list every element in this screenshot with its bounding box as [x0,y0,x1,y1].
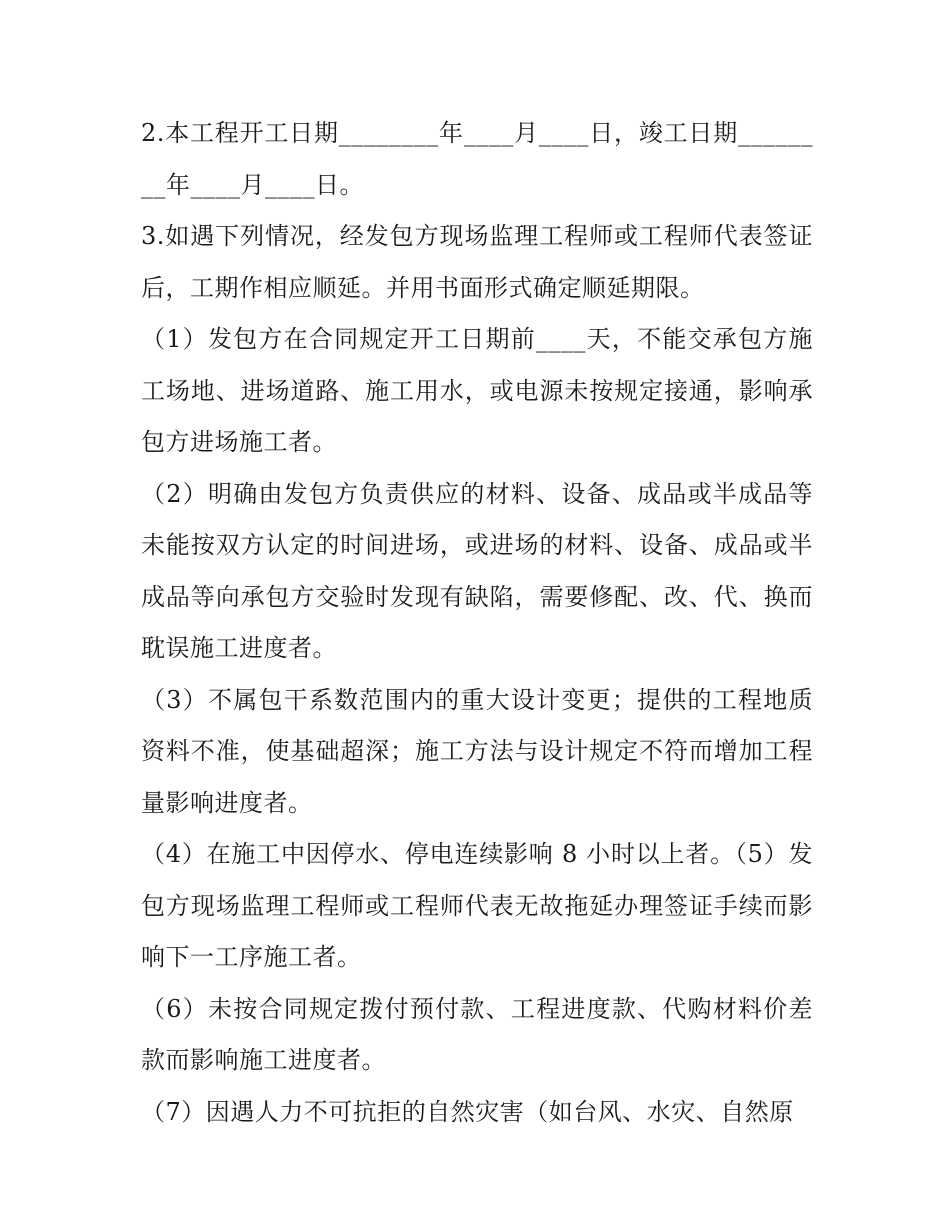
document-body [141,108,813,1138]
paragraph-item-7: （7）因遇人力不可抗拒的自然灾害（如台风、水灾、自然原 [141,1097,794,1126]
paragraph-item-6: （6）未按合同规定拨付预付款、工程进度款、代购材料价差款而影响施工进度者。 [141,994,813,1074]
paragraph-item-3: （3）不属包干系数范围内的重大设计变更；提供的工程地质资料不准，使基础超深；施工方法与设计规定不符而增加工程量影响进度者。 [141,685,813,817]
paragraph-item-4-5: （4）在施工中因停水、停电连续影响 8 小时以上者。（5）发包方现场监理工程师或工程师代表无故拖延办理签证手续而影响下一工序施工者。 [141,840,813,971]
paragraph-construction-dates: 2.本工程开工日期________年____月____日，竣工日期________年____月____日。 [141,119,813,199]
paragraph-item-2: （2）明确由发包方负责供应的材料、设备、成品或半成品等未能按双方认定的时间进场，或进场的材料、设备、成品或半成品等向承包方交验时发现有缺陷，需要修配、改、代、换而耽误施工进度者。 [141,479,813,662]
paragraph-extension-conditions: 3.如遇下列情况，经发包方现场监理工程师或工程师代表签证后，工期作相应顺延。并用书面形式确定顺延期限。 [141,222,813,302]
paragraph-item-1: （1）发包方在合同规定开工日期前____天，不能交承包方施工场地、进场道路、施工用水，或电源未按规定接通，影响承包方进场施工者。 [141,325,813,456]
